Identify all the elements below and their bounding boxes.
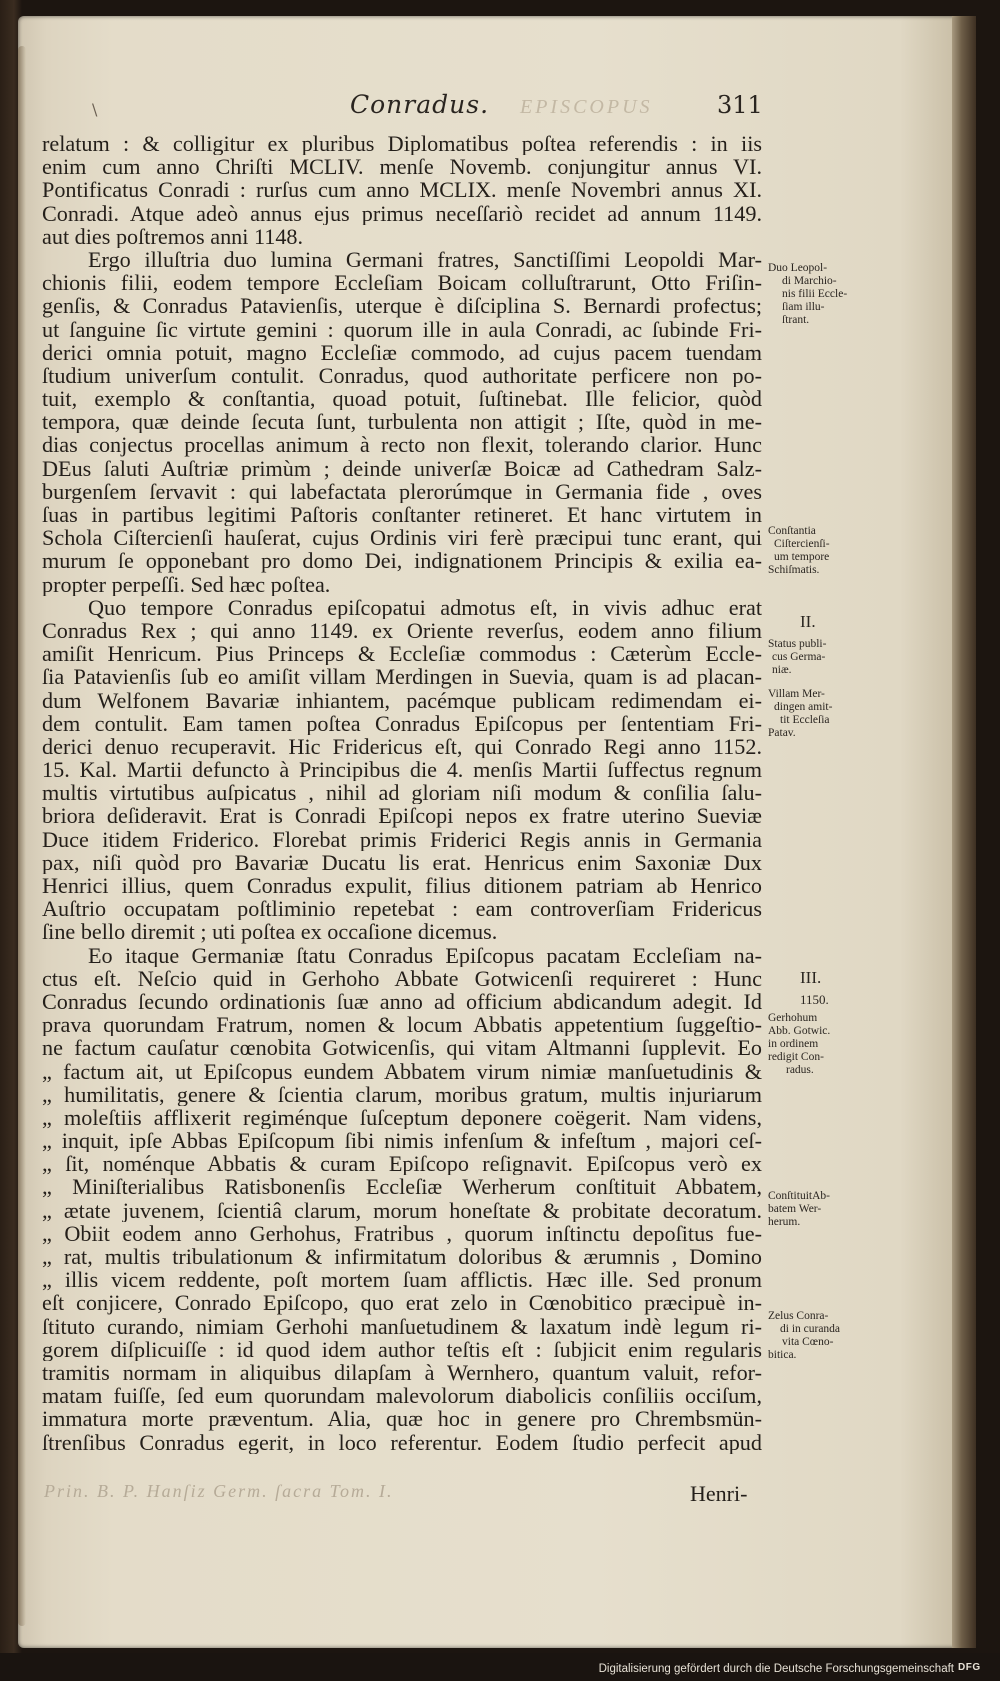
margin-line: Status publi-	[768, 638, 827, 650]
margin-note-villam	[768, 688, 854, 740]
text-line: ſtudium univerſum contulit. Conradus, quod authoritate perficere non po-	[42, 363, 762, 388]
margin-line: in ordinem	[768, 1038, 819, 1050]
margin-line: niæ.	[772, 664, 792, 676]
text-line: „ ſit, noménque Abbatis & curam Epiſcopo reſignavit. Epiſcopus verò ex	[42, 1152, 762, 1176]
text-line: briora deſideravit. Erat is Conradi Epiſcopi nepos ex fratre uterino Sueviæ	[42, 804, 762, 828]
text-line: enim cum anno Chriſti MCLIV. menſe Novemb. conjungitur annus VI.	[42, 155, 762, 179]
text-line: dias conjectus procellas animum à recto non flexit, tolerando clarior. Hunc	[42, 433, 762, 457]
text-line: Conradi. Atque adeò annus ejus primus neceſſariò recidet ad annum 1149.	[42, 201, 762, 225]
bleed-through-footer: Prin. B. P. Hanſiz Germ. ſacra Tom. I.	[44, 1481, 394, 1501]
funding-credit: Digitalisierung gefördert durch die Deutsche Forschungsgemeinschaft	[598, 1663, 954, 1675]
text-line: „ factum ait, ut Epiſcopus eundem Abbatem virum nimiæ manſuetudinis &	[42, 1059, 762, 1083]
text-line: ne factum cauſatur cœnobita Gotwicenſis, qui vitam Altmanni ſupplevit. Eo	[42, 1036, 762, 1060]
text-line: aut dies poſtremos anni 1148.	[42, 224, 304, 248]
text-line: „ humilitatis, genere & ſcientia clarum, moribus gratum, multis injuriarum	[42, 1082, 762, 1106]
text-line: ctus eſt. Neſcio quid in Gerhoho Abbate Gotwicenſi requireret : Hunc	[42, 966, 762, 990]
margin-line: di in curanda	[780, 1323, 841, 1335]
text-line: prava quorundam Fratrum, nomen & locum Abbatis appetentium ſuggeſtio-	[42, 1013, 762, 1037]
text-line: derici omnia potuit, magno Eccleſiæ commodo, ad cujus pacem tuendam	[42, 340, 762, 364]
text-line: matam fuiſſe, ſed eum quorundam malevolorum diabolicis conſiliis occiſum,	[42, 1384, 762, 1408]
text-line: ſuas in partibus legitimi Paſtoris conſtanter retineret. Et hanc virtutem in	[42, 503, 762, 527]
text-line: tuit, exemplo & conſtantia, quoad potuit, ſuſtinebat. Ille felicior, quòd	[42, 387, 762, 411]
margin-line: Ciſtercienſi-	[774, 538, 830, 550]
margin-line: Duo Leopol-	[768, 262, 828, 274]
margin-line: ſtrant.	[782, 314, 810, 326]
footer-bar	[0, 1653, 1000, 1681]
book-binding	[952, 16, 976, 1648]
dfg-logo: DFG	[958, 1662, 981, 1673]
margin-line: herum.	[768, 1216, 801, 1228]
margin-line: Zelus Conra-	[768, 1310, 829, 1322]
text-line: propter perpeſſi. Sed hæc poſtea.	[42, 572, 331, 596]
text-line: ſtituto curando, nimiam Gerhohi manſuetudinem & laxatum indè legum ri-	[42, 1314, 762, 1338]
margin-line: batem Wer-	[768, 1203, 822, 1215]
text-line: amiſit Henricum. Pius Princeps & Eccleſiæ commodus : Cæterùm Eccle-	[42, 642, 762, 666]
text-line: ſine bello diremit ; uti poſtea ex occaſione dicemus.	[42, 920, 498, 944]
text-line: burgenſem ſervavit : qui labefactata plerorúmque in Germania fide , oves	[42, 479, 762, 503]
margin-line: um tempore	[774, 551, 830, 563]
margin-year: 1150.	[800, 992, 829, 1007]
text-line: derici denuo recuperavit. Hic Fridericus eſt, qui Conrado Regi anno 1152.	[42, 734, 762, 759]
margin-line: bitica.	[768, 1349, 797, 1361]
text-line: Quo tempore Conradus epiſcopatui admotus eſt, in vivis adhuc erat	[88, 595, 762, 619]
text-line: dem contulit. Eam tamen poſtea Conradus Epiſcopus per ſententiam Fri-	[42, 711, 762, 735]
text-line: „ illis vicem reddente, poſt mortem ſuam afflictis. Hæc ille. Sed pronum	[42, 1268, 762, 1292]
text-line: multis virtutibus auſpicatus , nihil ad gloriam niſi modum & conſilia ſalu-	[42, 781, 762, 805]
catchword: Henri-	[690, 1481, 748, 1506]
text-line: ut ſanguine ſic virtute gemini : quorum ille in aula Conradi, ac ſubinde Fri-	[42, 317, 762, 341]
margin-line: redigit Con-	[768, 1051, 824, 1063]
text-line: Pontificatus Conradi : rurſus cum anno MCLIX. menſe Novembri annus XI.	[42, 178, 762, 202]
margin-line: di Marchio-	[782, 275, 837, 287]
text-line: tempora, quæ deinde ſecuta ſunt, turbulenta non attigit ; Iſte, quòd in me-	[42, 410, 762, 434]
text-line: chionis filii, eodem tempore Eccleſiam Boicam colluſtrarunt, Otto Friſin-	[42, 271, 762, 295]
text-line: ſia Patavienſis ſub eo amiſit villam Merdingen in Suevia, quam is ad placan-	[42, 665, 762, 689]
text-line: „ ætate juvenem, ſcientiâ clarum, morum honeſtate & probitate decoratum.	[42, 1198, 762, 1222]
text-line: ſtrenſibus Conradus egerit, in loco referentur. Eodem ſtudio perfecit apud	[42, 1430, 762, 1454]
text-line: murum ſe opponebant pro domo Dei, indignationem Principis & exilia ea-	[42, 549, 762, 573]
text-line: „ Miniſterialibus Ratisbonenſis Eccleſiæ Werherum conſtituit Abbatem,	[42, 1175, 762, 1199]
text-line: Ergo illuſtria duo lumina Germani fratres, Sanctiſſimi Leopoldi Mar-	[88, 247, 762, 272]
text-line: Eo itaque Germaniæ ſtatu Conradus Epiſcopus pacatam Eccleſiam na-	[88, 943, 762, 967]
body-text	[42, 132, 762, 1454]
margin-line: nis filii Eccle-	[782, 288, 848, 300]
margin-line: radus.	[786, 1064, 814, 1076]
corner-mark: \	[92, 100, 98, 119]
text-line: 15. Kal. Martii defuncto à Principibus die 4. menſis Martii ſuffectus regnum	[42, 758, 762, 782]
text-line: Duce itidem Friderico. Florebat primis Friderici Regis annis in Germania	[42, 827, 762, 851]
margin-line: dingen amit-	[774, 701, 833, 713]
text-line: gorem diſplicuiſſe : id quod idem author teſtis eſt : ſubjicit enim regularis	[42, 1337, 762, 1361]
text-line: Conradus Rex ; qui anno 1149. ex Oriente reverſus, eodem anno filium	[42, 618, 762, 643]
text-line: pax, niſi quòd pro Bavariæ Ducatu lis erat. Henricus enim Saxoniæ Dux	[42, 850, 762, 874]
margin-line: Abb. Gotwic.	[768, 1025, 831, 1037]
margin-line: Schiſmatis.	[768, 564, 820, 576]
margin-note-constantia	[768, 525, 854, 577]
text-line: „ moleſtiis afflixerit regiménque ſuſceptum deponere coëgerit. Nam videns,	[42, 1105, 762, 1130]
text-line: eſt conjicere, Conrado Epiſcopo, quo erat zelo in Cœnobitico præcipuè in-	[42, 1291, 762, 1315]
text-line: „ rat, multis tribulationum & infirmitatum doloribus & ærumnis , Domino	[42, 1245, 762, 1269]
margin-line: Gerhohum	[768, 1012, 818, 1024]
margin-line: Conſtantia	[768, 525, 816, 537]
margin-line: Villam Mer-	[768, 688, 825, 700]
text-line: Auſtrio occupatam poſtliminio repetebat : eam controverſiam Fridericus	[42, 897, 762, 921]
text-line: Henrici illius, quem Conradus expulit, filius ditionem patriam ab Henrico	[42, 874, 762, 898]
page-number: 311	[717, 91, 763, 119]
margin-note-leopold	[768, 262, 854, 327]
text-line: dum Welfonem Bavariæ inhiantem, pacémque publicam redimendam ei-	[42, 688, 762, 712]
text-line: relatum : & colligitur ex pluribus Diplomatibus poſtea referendis : in iis	[42, 132, 762, 156]
text-line: tramitis normam in aliquibus dilapſam à Wernhero, quantum valuit, refor-	[42, 1360, 762, 1385]
margin-note-gerhohum	[768, 1012, 854, 1077]
running-head: Conradus.	[350, 90, 490, 119]
margin-line: vita Cœno-	[782, 1336, 834, 1348]
text-line: „ inquit, ipſe Abbas Epiſcopum ſibi nimis infenſum & infeſtum , majori ceſ-	[42, 1129, 762, 1153]
text-line: „ Obiit eodem anno Gerhohus, Fratribus , quorum inſtinctu depoſitus fue-	[42, 1221, 762, 1245]
section-number-III: III.	[800, 968, 822, 987]
margin-line: ConſtituitAb-	[768, 1190, 830, 1202]
text-line: DEus ſaluti Auſtriæ primùm ; deinde univerſæ Boicæ ad Cathedram Salz-	[42, 456, 762, 480]
section-number-II: II.	[800, 612, 816, 631]
text-line: genſis, & Conradus Patavienſis, uterque è diſciplina S. Bernardi profectus;	[42, 294, 762, 318]
page-left-edge	[18, 46, 26, 1626]
margin-note-constituit	[768, 1190, 854, 1229]
text-line: Schola Ciſtercienſi hauſerat, cujus Ordinis viri ferè præcipui tunc erant, qui	[42, 526, 762, 550]
margin-line: ſiam illu-	[782, 301, 825, 313]
margin-note-zelus	[768, 1310, 854, 1362]
margin-line: tit Eccleſia	[780, 714, 830, 726]
margin-line: cus Germa-	[772, 651, 826, 663]
margin-line: Patav.	[768, 727, 796, 739]
text-line: immatura morte præventum. Alia, quæ hoc in genere pro Chrembsmün-	[42, 1407, 762, 1431]
bleed-through-header: EPISCOPUS	[520, 96, 653, 118]
margin-note-status	[768, 638, 854, 677]
text-line: Conradus ſecundo ordinationis ſuæ anno ad officium abdicandum adegit. Id	[42, 989, 762, 1014]
